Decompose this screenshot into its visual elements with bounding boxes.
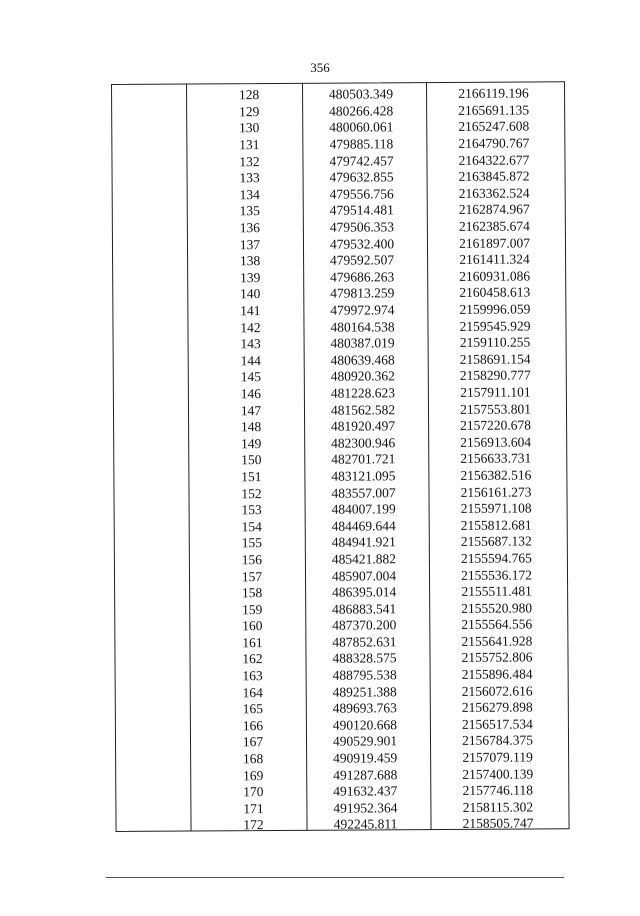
y-coordinate-cell: 2156279.898 (461, 699, 533, 716)
table-body (111, 85, 570, 834)
x-coordinate-cell: 488328.575 (332, 650, 397, 667)
y-coordinate-cell: 2156633.731 (460, 450, 532, 467)
point-number-cell: 132 (239, 153, 260, 169)
point-number-cell: 128 (238, 87, 260, 103)
point-number-cell: 135 (239, 203, 260, 219)
x-coordinate-cell: 490120.668 (332, 717, 398, 733)
x-coordinate-cell: 489693.763 (332, 700, 397, 716)
y-coordinate-cell: 2155564.556 (461, 616, 533, 633)
x-coordinate-cell: 490919.459 (333, 750, 398, 766)
y-coordinate-cell: 2159545.929 (459, 318, 531, 334)
y-coordinate-cell: 2155971.108 (460, 500, 532, 517)
x-coordinate-cell: 484007.199 (331, 501, 396, 517)
point-number-cell: 166 (242, 717, 264, 734)
point-number-cell: 148 (240, 419, 262, 435)
point-number-cell: 136 (239, 220, 261, 236)
x-coordinate-cell: 479972.974 (330, 302, 395, 318)
y-coordinate-cell: 2157220.678 (460, 417, 532, 434)
x-coordinate-cell: 480060.061 (329, 119, 394, 136)
x-coordinate-cell: 491952.364 (333, 800, 398, 816)
y-coordinate-cell: 2157553.801 (460, 401, 531, 417)
y-coordinate-cell: 2163362.524 (458, 185, 530, 201)
point-number-cell: 167 (242, 734, 264, 750)
point-number-cell: 138 (239, 253, 261, 269)
y-coordinate-cell: 2155896.484 (461, 666, 533, 682)
y-coordinate-cell: 2155812.681 (460, 517, 532, 533)
y-coordinate-cell: 2162385.674 (458, 218, 530, 234)
point-number-cell: 171 (243, 800, 264, 817)
x-coordinate-cell: 480920.362 (330, 368, 395, 385)
x-coordinate-cell: 486883.541 (332, 600, 397, 617)
y-coordinate-cell: 2164790.767 (458, 135, 530, 151)
x-coordinate-cell: 480639.468 (330, 352, 395, 368)
x-coordinate-cell: 479686.263 (330, 269, 395, 285)
x-coordinate-cell: 491632.437 (333, 783, 398, 799)
point-number-cell: 140 (240, 286, 261, 302)
x-coordinate-cell: 480266.428 (329, 103, 394, 119)
point-number-cell: 170 (243, 784, 264, 800)
point-number-cell: 161 (242, 634, 263, 651)
y-coordinate-cell: 2165691.135 (458, 102, 530, 118)
x-coordinate-cell: 482300.946 (331, 435, 396, 451)
point-number-cell: 133 (239, 170, 260, 186)
y-coordinate-cell: 2156382.516 (460, 467, 532, 483)
point-number-cell: 143 (240, 336, 261, 352)
y-coordinate-cell: 2156161.273 (460, 483, 532, 500)
y-coordinate-cell: 2160458.613 (459, 284, 531, 301)
point-number-cell: 147 (240, 402, 262, 418)
point-number-cell: 154 (241, 518, 262, 534)
point-number-cell: 153 (241, 502, 262, 518)
y-coordinate-cell: 2155752.806 (461, 649, 533, 666)
y-coordinate-cell: 2162874.967 (458, 201, 530, 218)
y-coordinate-cell: 2156517.534 (461, 716, 533, 732)
x-coordinate-cell: 491287.688 (333, 766, 398, 783)
x-coordinate-cell: 489251.388 (332, 683, 397, 700)
x-coordinate-cell: 479532.400 (329, 235, 395, 252)
point-number-cell: 164 (242, 684, 263, 700)
point-number-cell: 141 (240, 303, 261, 319)
page-number: 356 (310, 60, 330, 75)
point-number-cell: 163 (242, 668, 263, 684)
y-coordinate-cell: 2158290.777 (459, 367, 531, 384)
x-coordinate-cell: 485907.004 (331, 567, 397, 584)
point-number-cell: 139 (240, 269, 261, 286)
point-number-cell: 129 (239, 103, 260, 120)
point-number-cell: 165 (242, 701, 263, 717)
point-number-cell: 172 (243, 817, 264, 833)
x-coordinate-cell: 481920.497 (330, 418, 396, 434)
x-coordinate-cell: 486395.014 (332, 584, 397, 600)
x-coordinate-cell: 479592.507 (329, 252, 395, 268)
y-coordinate-cell: 2155536.172 (461, 566, 532, 583)
point-number-cell: 160 (242, 618, 263, 634)
y-coordinate-cell: 2158691.154 (459, 351, 531, 367)
x-coordinate-cell: 481562.582 (330, 401, 396, 418)
point-number-cell: 159 (242, 601, 263, 617)
y-coordinate-cell: 2156913.604 (460, 434, 532, 450)
point-number-cell: 150 (241, 452, 262, 468)
point-number-cell: 146 (240, 386, 262, 402)
point-number-cell: 162 (242, 651, 263, 667)
y-coordinate-cell: 2158505.747 (462, 815, 534, 832)
point-number-cell: 144 (240, 352, 261, 369)
x-coordinate-cell: 479514.481 (329, 202, 394, 219)
point-number-cell: 156 (241, 552, 263, 568)
x-coordinate-cell: 481228.623 (330, 385, 395, 401)
x-coordinate-cell: 479632.855 (329, 169, 394, 185)
y-coordinate-cell: 2163845.872 (458, 168, 530, 185)
x-coordinate-cell: 479506.353 (329, 219, 394, 235)
y-coordinate-cell: 2155511.481 (461, 583, 532, 599)
x-coordinate-cell: 490529.901 (332, 733, 398, 750)
x-coordinate-cell: 488795.538 (332, 667, 397, 683)
x-coordinate-cell: 487852.631 (332, 634, 397, 650)
x-coordinate-cell: 483121.095 (331, 468, 396, 484)
y-coordinate-cell: 2155594.765 (460, 550, 532, 566)
x-coordinate-cell: 479742.457 (329, 152, 394, 169)
point-number-cell: 169 (243, 767, 264, 783)
point-number-cell: 134 (239, 186, 260, 203)
x-coordinate-cell: 482701.721 (331, 451, 396, 468)
x-coordinate-cell: 483557.007 (331, 484, 396, 501)
point-number-cell: 155 (241, 535, 262, 551)
point-number-cell: 142 (240, 319, 261, 335)
y-coordinate-cell: 2159996.059 (459, 301, 531, 317)
y-coordinate-cell: 2161897.007 (458, 235, 530, 251)
x-coordinate-cell: 479813.259 (330, 285, 395, 302)
y-coordinate-cell: 2160931.086 (459, 268, 531, 284)
y-coordinate-cell: 2157400.139 (462, 766, 534, 782)
y-coordinate-cell: 2157079.119 (462, 749, 533, 765)
y-coordinate-cell: 2158115.302 (462, 799, 534, 815)
x-coordinate-cell: 480164.538 (330, 318, 395, 335)
x-coordinate-cell: 480387.019 (330, 335, 395, 351)
y-coordinate-cell: 2156072.616 (461, 683, 533, 699)
y-coordinate-cell: 2155520.980 (461, 600, 533, 616)
x-coordinate-cell: 479885.118 (329, 136, 394, 152)
point-number-cell: 131 (239, 137, 260, 153)
point-number-cell: 168 (242, 751, 264, 767)
y-coordinate-cell: 2157746.118 (462, 782, 534, 799)
point-number-cell: 152 (241, 485, 262, 501)
y-coordinate-cell: 2159110.255 (459, 334, 531, 351)
y-coordinate-cell: 2155641.928 (461, 633, 533, 649)
y-coordinate-cell: 2155687.132 (460, 533, 532, 550)
point-number-cell: 145 (240, 369, 261, 385)
y-coordinate-cell: 2164322.677 (458, 152, 530, 168)
x-coordinate-cell: 484941.921 (331, 534, 396, 550)
y-coordinate-cell: 2161411.324 (459, 251, 530, 268)
y-coordinate-cell: 2165247.608 (458, 118, 530, 135)
table-row (115, 815, 569, 834)
x-coordinate-cell: 480503.349 (328, 86, 394, 102)
point-number-cell: 130 (239, 120, 260, 136)
y-coordinate-cell: 2156784.375 (462, 732, 534, 749)
y-coordinate-cell: 2166119.196 (458, 85, 529, 102)
x-coordinate-cell: 485421.882 (331, 551, 397, 567)
page-bottom-rule (106, 877, 564, 878)
point-number-cell: 151 (241, 469, 262, 485)
y-coordinate-cell: 2157911.101 (460, 384, 531, 400)
point-number-cell: 137 (239, 236, 261, 252)
x-coordinate-cell: 479556.756 (329, 186, 394, 202)
x-coordinate-cell: 492245.811 (333, 816, 398, 833)
x-coordinate-cell: 484469.644 (331, 518, 396, 534)
coordinates-table (111, 81, 570, 832)
point-number-cell: 149 (241, 435, 262, 451)
point-number-cell: 158 (241, 585, 263, 601)
point-number-cell: 157 (241, 568, 263, 584)
x-coordinate-cell: 487370.200 (332, 617, 397, 633)
